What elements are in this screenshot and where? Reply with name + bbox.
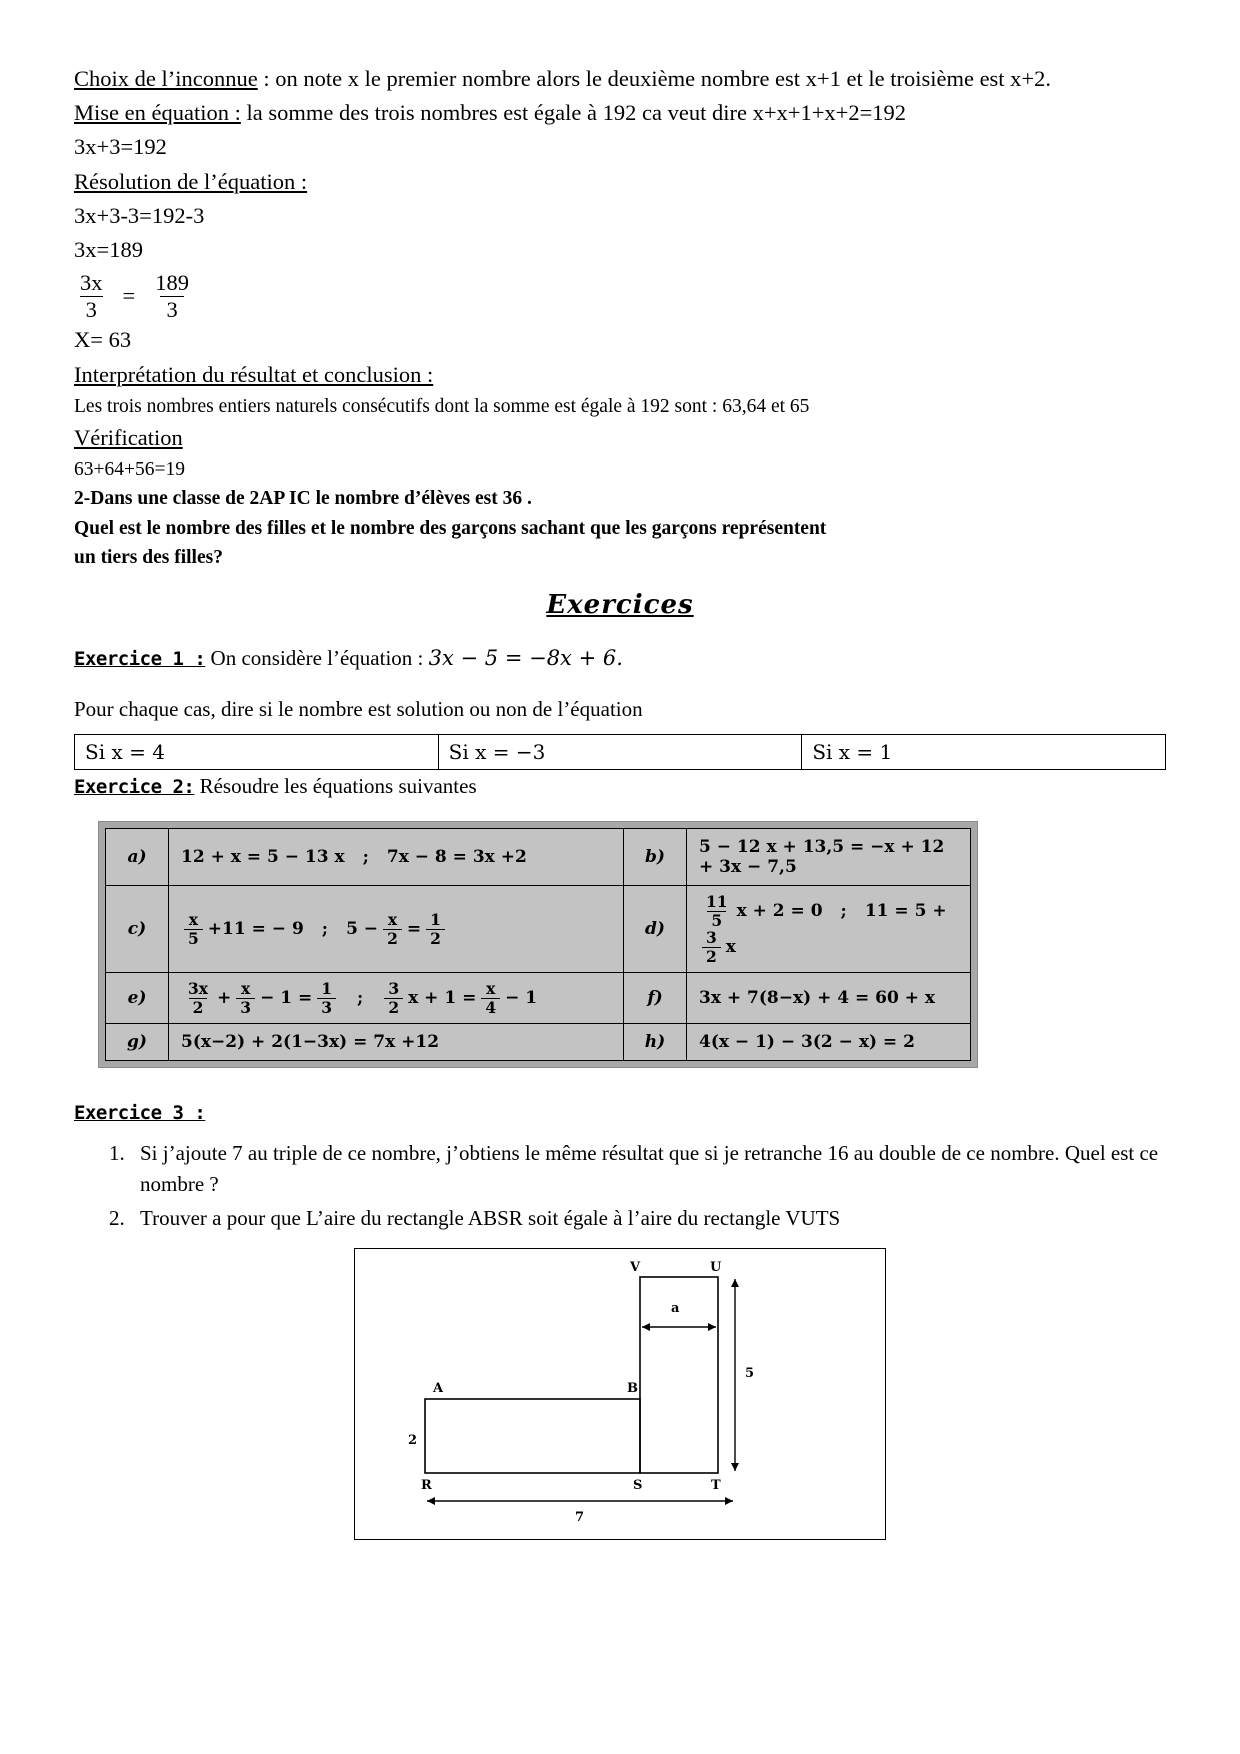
exercise-1-statement-pre: On considère l’équation : xyxy=(210,646,429,671)
eq-label-b: b) xyxy=(624,829,687,886)
exercise-3-heading-line xyxy=(74,1102,1166,1124)
label-V: V xyxy=(630,1259,641,1275)
dimension-7-arrow-right xyxy=(725,1497,733,1505)
eq-e-separator: ; xyxy=(357,988,364,1009)
rectangle-absr xyxy=(425,1399,640,1473)
interpretation-label-line xyxy=(74,358,1166,392)
fraction-x-over-2: $\frac{x}{2}$ xyxy=(383,912,402,946)
question-2-line-1: 2-Dans une classe de 2AP IC le nombre d’élèves est 36 . xyxy=(74,488,532,510)
eq-c-equals: = xyxy=(406,919,422,940)
choix-inconnue-text: : on note x le premier nombre alors le deuxième nombre est x+1 et le troisième est x+2. xyxy=(257,66,1051,91)
fraction-x-over-4: $\frac{x}{4}$ xyxy=(481,981,500,1015)
label-2: 2 xyxy=(408,1432,418,1448)
equation-3x3: 3x+3=192 xyxy=(74,134,167,160)
case-cell-1: Si x = 4 xyxy=(75,735,439,770)
table-row xyxy=(106,886,971,973)
resolution-label: Résolution de l’équation : xyxy=(74,168,308,194)
fraction-right-numerator: 189 xyxy=(155,270,189,296)
exercise-3-list xyxy=(74,1138,1166,1233)
label-U: U xyxy=(710,1259,722,1275)
exercise-2-statement xyxy=(74,774,1166,799)
conclusion-text: Les trois nombres entiers naturels consécutifs dont la somme est égale à 192 sont : 63,64 et 65 xyxy=(74,395,810,417)
step-2: 3x=189 xyxy=(74,236,143,262)
fraction-11-over-5: 11 5 xyxy=(706,892,728,930)
eq-d-text1: x + 2 = 0 xyxy=(736,901,823,922)
fraction-x-over-5: x 5 xyxy=(184,912,203,946)
dimension-a-arrow-left xyxy=(642,1323,650,1331)
exercise-3-figure xyxy=(354,1248,886,1540)
eq-label-c: c) xyxy=(106,886,169,973)
table-row xyxy=(106,1024,971,1061)
case-cell-2: Si x = −3 xyxy=(438,735,802,770)
exercise-3 xyxy=(74,1102,1166,1539)
eq-label-f: f) xyxy=(624,973,687,1024)
eq-cell-f: 3x + 7(8−x) + 4 = 60 + x xyxy=(687,973,971,1024)
table-row xyxy=(106,829,971,886)
mise-en-equation-line xyxy=(74,96,1166,130)
figure-svg xyxy=(355,1249,883,1537)
label-B: B xyxy=(627,1380,638,1396)
fraction-3-over-2-b: 3 2 xyxy=(384,981,403,1015)
question-2-line-2: Quel est le nombre des filles et le nombre des garçons sachant que les garçons représentent xyxy=(74,517,827,539)
eq-d-separator: ; xyxy=(840,901,847,922)
eq-cell-e xyxy=(169,973,624,1024)
exercise-1-instruction: Pour chaque cas, dire si le nombre est solution ou non de l’équation xyxy=(74,697,643,722)
fraction-right-denominator: 3 xyxy=(160,296,183,322)
list-item: 1. Si j’ajoute 7 au triple de ce nombre, j’obtiens le même résultat que si je retranche 16 au double de ce nombre. Quel est ce nombre ? xyxy=(130,1138,1166,1199)
exercise-2-equation-panel xyxy=(98,821,978,1068)
eq-a-part1: 12 + x = 5 − 13 x xyxy=(181,847,345,868)
solution-block xyxy=(74,62,1166,572)
eq-label-h: h) xyxy=(624,1024,687,1061)
fraction-left xyxy=(74,271,109,321)
exercise-2-grid xyxy=(105,828,971,1061)
choix-inconnue-line xyxy=(74,62,1166,96)
fraction-3x-over-2: 3x 2 xyxy=(188,979,209,1017)
dimension-7-arrow-left xyxy=(427,1497,435,1505)
label-T: T xyxy=(711,1477,721,1493)
exercise-1 xyxy=(74,646,1166,770)
eq-c-separator: ; xyxy=(321,919,329,940)
exercise-1-cases-table xyxy=(74,734,1166,770)
step-1: 3x+3-3=192-3 xyxy=(74,202,205,228)
eq-c-text2: 5 − xyxy=(346,919,379,940)
eq-c-text1: +11 = − 9 xyxy=(207,919,304,940)
eq-label-d: d) xyxy=(624,886,687,973)
fraction-left-denominator: 3 xyxy=(80,296,103,322)
eq-cell-a xyxy=(169,829,624,886)
equals-sign: = xyxy=(122,283,136,309)
eq-a-separator: ; xyxy=(362,847,369,868)
result-x: X= 63 xyxy=(74,327,132,353)
fraction-1-over-2: $\frac{1}{2}$ xyxy=(426,912,445,946)
dimension-5-arrow-bottom xyxy=(731,1463,739,1471)
exercise-3-heading: Exercice 3 : xyxy=(74,1102,206,1125)
exercise-2-heading: Exercice 2: xyxy=(74,776,195,799)
eq-d-text2: 11 = 5 + xyxy=(864,901,947,922)
question-2-line-3: un tiers des filles? xyxy=(74,546,223,568)
list-item: 2. Trouver a pour que L’aire du rectangle ABSR soit égale à l’aire du rectangle VUTS xyxy=(130,1203,1166,1233)
eq-a-part2: 7x − 8 = 3x +2 xyxy=(386,847,527,868)
exercise-2-instruction: Résoudre les équations suivantes xyxy=(199,774,477,799)
eq-label-e: e) xyxy=(106,973,169,1024)
label-S: S xyxy=(633,1477,643,1493)
eq-e-text1: − 1 = xyxy=(260,988,313,1009)
eq-label-g: g) xyxy=(106,1024,169,1061)
verification-label-line xyxy=(74,421,1166,455)
exercise-1-equation: 3x − 5 = −8x + 6. xyxy=(428,646,623,671)
eq-cell-h: 4(x − 1) − 3(2 − x) = 2 xyxy=(687,1024,971,1061)
eq-cell-g: 5(x−2) + 2(1−3x) = 7x +12 xyxy=(169,1024,624,1061)
choix-inconnue-label: Choix de l’inconnue xyxy=(74,66,258,91)
dimension-5-arrow-top xyxy=(731,1279,739,1287)
mise-en-equation-text: la somme des trois nombres est égale à 192 ca veut dire x+x+1+x+2=192 xyxy=(240,100,907,126)
eq-cell-d xyxy=(687,886,971,973)
eq-cell-b: 5 − 12 x + 13,5 = −x + 12 + 3x − 7,5 xyxy=(687,829,971,886)
interpretation-label: Interprétation du résultat et conclusion : xyxy=(74,361,434,387)
label-R: R xyxy=(421,1477,432,1493)
eq-d-text3: x xyxy=(725,937,736,958)
fraction-3-over-2: $\frac{3}{2}$ xyxy=(702,930,721,964)
eq-e-text3: − 1 xyxy=(505,988,538,1009)
exercise-1-statement xyxy=(74,646,1166,671)
verification-label: Vérification xyxy=(74,425,183,450)
eq-cell-c xyxy=(169,886,624,973)
label-5: 5 xyxy=(745,1365,755,1381)
table-row xyxy=(106,973,971,1024)
label-A: A xyxy=(433,1380,444,1396)
label-a: a xyxy=(671,1300,680,1316)
exercise-1-heading: Exercice 1 : xyxy=(74,648,206,671)
mise-en-equation-label: Mise en équation : xyxy=(74,100,241,126)
dimension-a-arrow-right xyxy=(708,1323,716,1331)
eq-e-text2: x + 1 = xyxy=(408,988,477,1009)
eq-label-a: a) xyxy=(106,829,169,886)
fraction-1-over-3: $\frac{1}{3}$ xyxy=(317,981,336,1015)
resolution-label-line xyxy=(74,165,1166,199)
verification-calc: 63+64+56=19 xyxy=(74,459,185,481)
case-cell-3: Si x = 1 xyxy=(802,735,1166,770)
division-step xyxy=(74,271,1166,321)
fraction-left-numerator: 3x xyxy=(80,270,103,296)
exercise-2 xyxy=(74,774,1166,1068)
table-row xyxy=(75,735,1166,770)
fraction-right xyxy=(149,271,195,321)
fraction-x-over-3: $\frac{x}{3}$ xyxy=(236,981,255,1015)
label-7: 7 xyxy=(575,1509,585,1525)
eq-e-plus: + xyxy=(217,988,232,1009)
exercices-title: Exercices xyxy=(546,590,694,621)
